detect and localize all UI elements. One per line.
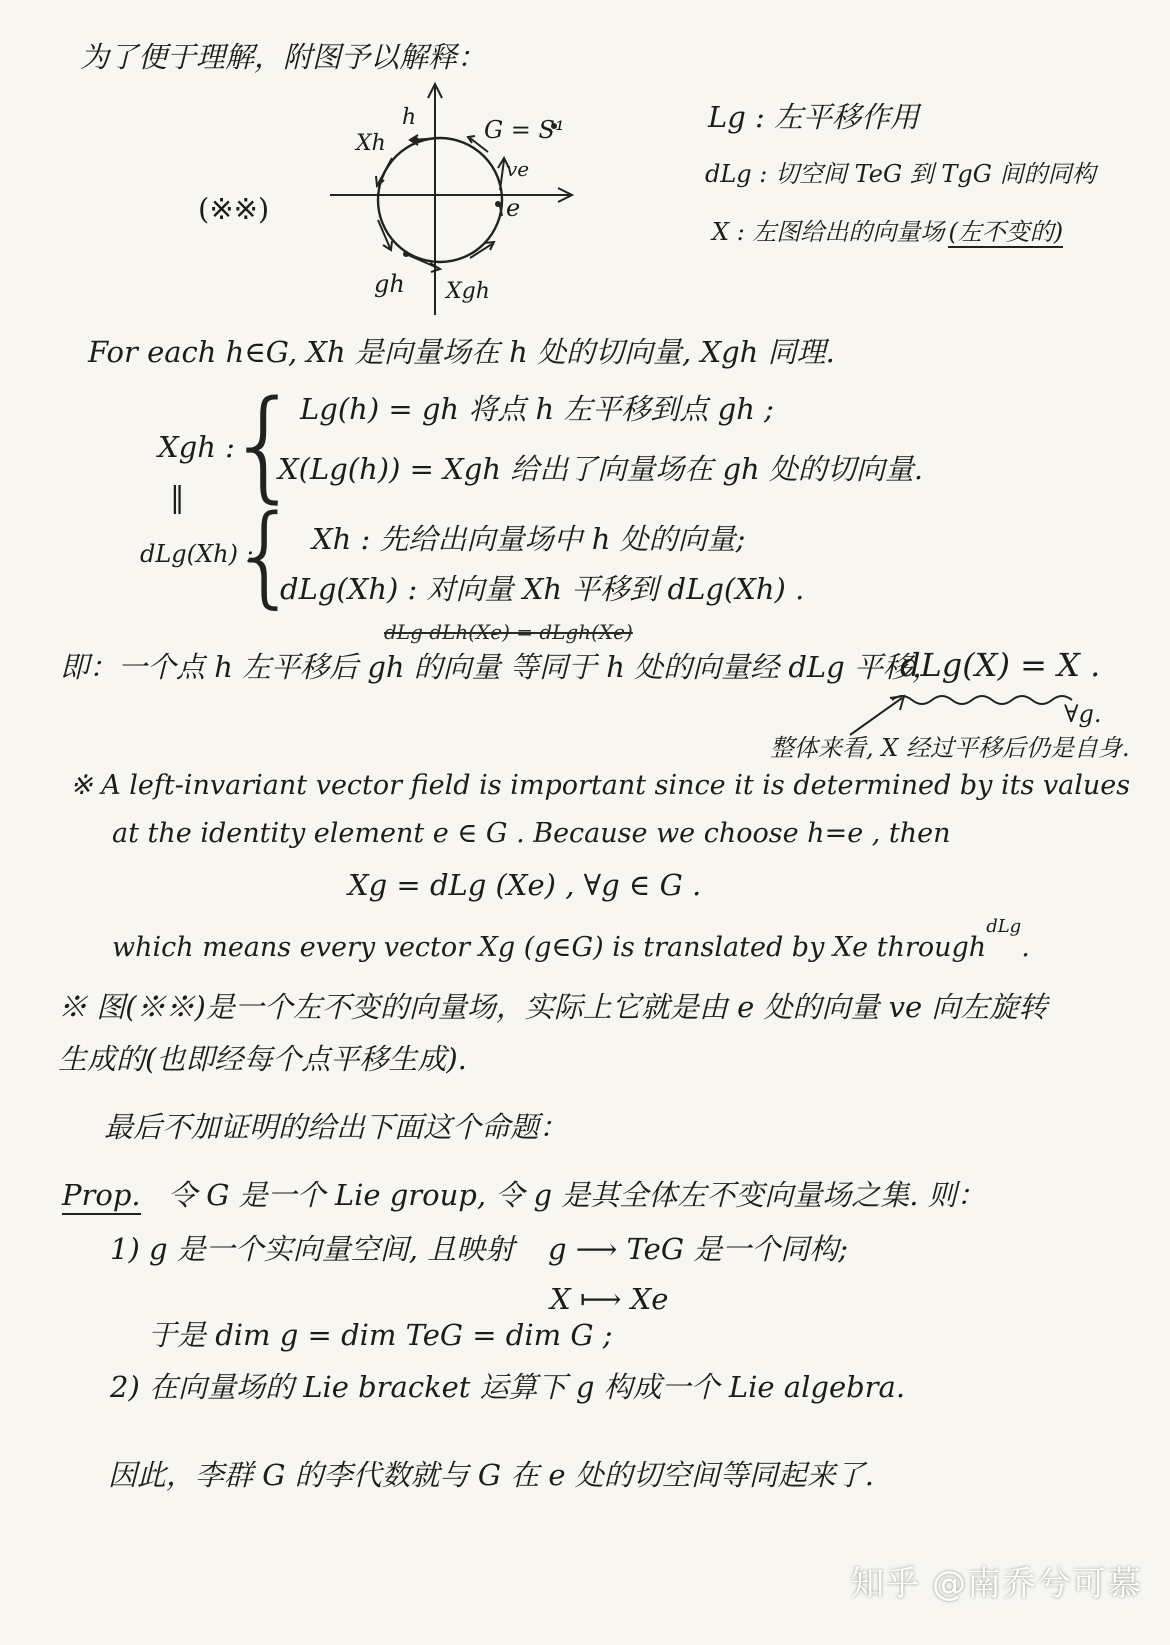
note1-line3-text: which means every vector Xg (g∈G) is translated by Xe through bbox=[112, 932, 987, 963]
prop-statement: 令 G 是一个 Lie group, 令 g 是其全体左不变向量场之集. 则： bbox=[168, 1178, 986, 1212]
left-brace-1: { bbox=[226, 376, 303, 515]
label-h: h bbox=[402, 105, 417, 130]
equals-mark: ‖ bbox=[170, 480, 185, 514]
for-each-line: For each h∈G, Xh 是向量场在 h 处的切向量, Xgh 同理. bbox=[88, 335, 835, 369]
legend-Lg: Lg : 左平移作用 bbox=[708, 100, 920, 134]
note1-formula: Xg = dLg (Xe) , ∀g ∈ G . bbox=[348, 868, 702, 902]
note1-dLg-sup: dLg bbox=[986, 916, 1022, 937]
intro-line: 为了便于理解，附图予以解释： bbox=[80, 40, 487, 74]
prop-item-1: 1) g 是一个实向量空间, 且映射 bbox=[110, 1232, 515, 1266]
conclusion-line: 因此，李群 G 的李代数就与 G 在 e 处的切空间等同起来了. bbox=[108, 1458, 875, 1492]
label-gh: gh bbox=[374, 270, 405, 298]
dLgXh-label: dLg(Xh) : bbox=[140, 540, 254, 568]
label-Xgh: Xgh bbox=[446, 279, 490, 304]
brace1-line1: Lg(h) = gh 将点 h 左平移到点 gh ; bbox=[300, 392, 774, 426]
prop-map-2: X ⟼ Xe bbox=[550, 1282, 669, 1316]
legend-X-text: X : 左图给出的向量场 bbox=[712, 218, 945, 246]
prop-label: Prop. bbox=[62, 1178, 141, 1215]
legend-X bbox=[712, 218, 1063, 247]
watermark: 知乎 @南乔兮可慕 bbox=[850, 1564, 1142, 1604]
annotation-arrow bbox=[840, 690, 920, 740]
left-brace-2: { bbox=[230, 491, 300, 619]
overall-note: 整体来看, X 经过平移后仍是自身. bbox=[770, 734, 1130, 762]
note2-line2: 生成的(也即经每个点平移生成). bbox=[58, 1042, 467, 1076]
label-Xh: Xh bbox=[356, 131, 386, 156]
note1-line1: ※ A left-invariant vector field is important since it is determined by its values bbox=[70, 770, 1131, 801]
label-ve: ve bbox=[506, 157, 530, 181]
brace2-line2: dLg(Xh) : 对向量 Xh 平移到 dLg(Xh) . bbox=[280, 572, 805, 606]
legend-dLg: dLg : 切空间 TeG 到 TgG 间的同构 bbox=[705, 160, 1096, 188]
circle-figure bbox=[320, 80, 600, 320]
Xgh-label: Xgh : bbox=[158, 430, 235, 464]
summary-equation: dLg(X) = X . bbox=[900, 646, 1101, 684]
brace2-line1: Xh : 先给出向量场中 h 处的向量; bbox=[312, 522, 746, 556]
brace1-line2: X(Lg(h)) = Xgh 给出了向量场在 gh 处的切向量. bbox=[278, 452, 924, 486]
struck-formula: dLg dLh(Xe) = dLgh(Xe) bbox=[384, 620, 633, 644]
forall-g: ∀g. bbox=[1064, 700, 1102, 728]
legend-X-note: (左不变的) bbox=[948, 218, 1064, 246]
prop-intro: 最后不加证明的给出下面这个命题： bbox=[104, 1110, 569, 1144]
note1-line3-end: . bbox=[1021, 932, 1030, 963]
figure-tag: (※※) bbox=[198, 192, 270, 226]
summary-line: 即：一个点 h 左平移后 gh 的向量 等同于 h 处的向量经 dLg 平移， bbox=[60, 650, 941, 684]
note1-line2: at the identity element e ∈ G . Because we choose h=e , then bbox=[112, 818, 951, 849]
label-group: G = S¹ bbox=[484, 116, 565, 144]
prop-dim: 于是 dim g = dim TeG = dim G ; bbox=[148, 1318, 613, 1352]
prop-item-2: 2) 在向量场的 Lie bracket 运算下 g 构成一个 Lie algebra. bbox=[110, 1370, 906, 1404]
label-e: e bbox=[506, 194, 521, 222]
note1-line3 bbox=[112, 916, 1030, 964]
prop-map-1: g ⟶ TeG 是一个同构; bbox=[548, 1232, 848, 1266]
note2-line1: ※ 图(※※)是一个左不变的向量场，实际上它就是由 e 处的向量 ve 向左旋转 bbox=[58, 990, 1048, 1024]
